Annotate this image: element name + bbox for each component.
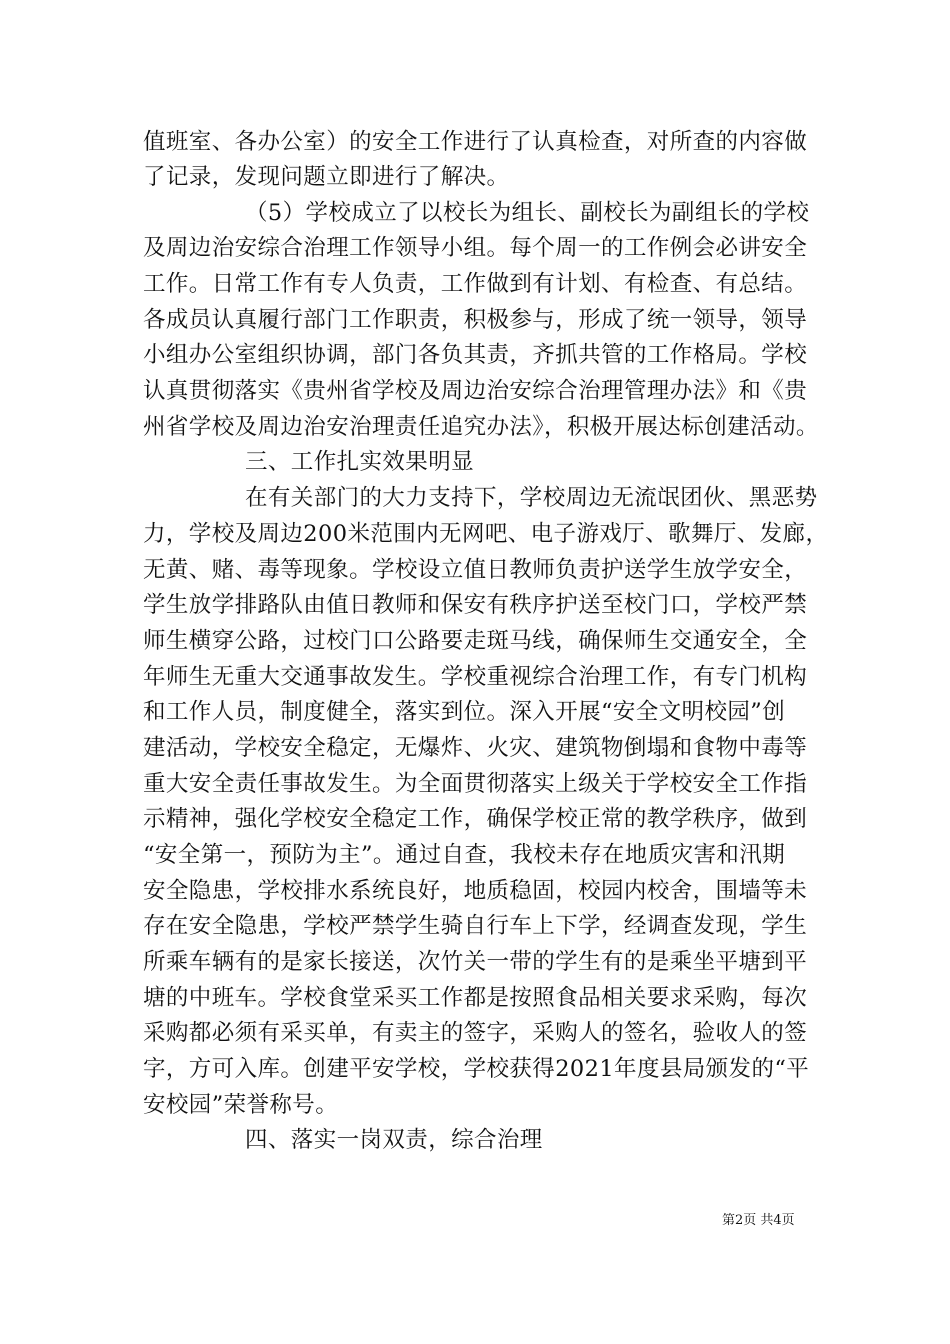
text-line: 小组办公室组织协调，部门各负其责，齐抓共管的工作格局。学校	[143, 342, 808, 368]
text-line: 及周边治安综合治理工作领导小组。每个周一的工作例会必讲安全	[143, 235, 808, 261]
text-line: 字，方可入库。创建平安学校，学校获得2021年度县局颁发的“平	[143, 1056, 810, 1082]
text-line: 无黄、赌、毒等现象。学校设立值日教师负责护送学生放学安全，	[143, 557, 808, 583]
text-line: 三、工作扎实效果明显	[245, 449, 475, 475]
text-line: （5）学校成立了以校长为组长、副校长为副组长的学校	[245, 200, 810, 226]
text-line: 采购都必须有采买单，有卖主的签字，采购人的签名，验收人的签	[143, 1020, 808, 1046]
text-line: 存在安全隐患，学校严禁学生骑自行车上下学，经调查发现，学生	[143, 913, 808, 939]
text-line: 塘的中班车。学校食堂采买工作都是按照食品相关要求采购，每次	[143, 985, 808, 1011]
text-line: 州省学校及周边治安治理责任追究办法》，积极开展达标创建活动。	[143, 414, 819, 440]
text-line: 力，学校及周边200米范围内无网吧、电子游戏厅、歌舞厅、发廊，	[143, 521, 829, 547]
text-line: 值班室、各办公室）的安全工作进行了认真检查，对所查的内容做	[143, 129, 808, 155]
text-line: 所乘车辆有的是家长接送，次竹关一带的学生有的是乘坐平塘到平	[143, 949, 808, 975]
text-line: 学生放学排路队由值日教师和保安有秩序护送至校门口，学校严禁	[143, 592, 808, 618]
text-line: 建活动，学校安全稳定，无爆炸、火灾、建筑物倒塌和食物中毒等	[143, 735, 808, 761]
text-line: 和工作人员，制度健全，落实到位。深入开展“安全文明校园”创	[143, 699, 786, 725]
text-line: 认真贯彻落实《贵州省学校及周边治安综合治理管理办法》和《贵	[143, 378, 808, 404]
text-line: 安校园”荣誉称号。	[143, 1092, 339, 1118]
text-line: 师生横穿公路，过校门口公路要走斑马线，确保师生交通安全，全	[143, 628, 808, 654]
text-line: 四、落实一岗双责，综合治理	[245, 1127, 543, 1153]
text-line: 各成员认真履行部门工作职责，积极参与，形成了统一领导，领导	[143, 307, 808, 333]
text-line: 了记录，发现问题立即进行了解决。	[143, 164, 510, 190]
text-line: 在有关部门的大力支持下，学校周边无流氓团伙、黑恶势	[245, 485, 818, 511]
text-line: “安全第一，预防为主”。通过自查，我校未存在地质灾害和汛期	[143, 842, 786, 868]
text-line: 示精神，强化学校安全稳定工作，确保学校正常的教学秩序，做到	[143, 806, 808, 832]
page-footer: 第2页 共4页	[722, 1213, 795, 1228]
text-line: 工作。日常工作有专人负责，工作做到有计划、有检查、有总结。	[143, 271, 808, 297]
text-line: 重大安全责任事故发生。为全面贯彻落实上级关于学校安全工作指	[143, 771, 808, 797]
text-line: 安全隐患，学校排水系统良好，地质稳固，校园内校舍，围墙等未	[143, 878, 808, 904]
text-line: 年师生无重大交通事故发生。学校重视综合治理工作，有专门机构	[143, 664, 808, 690]
